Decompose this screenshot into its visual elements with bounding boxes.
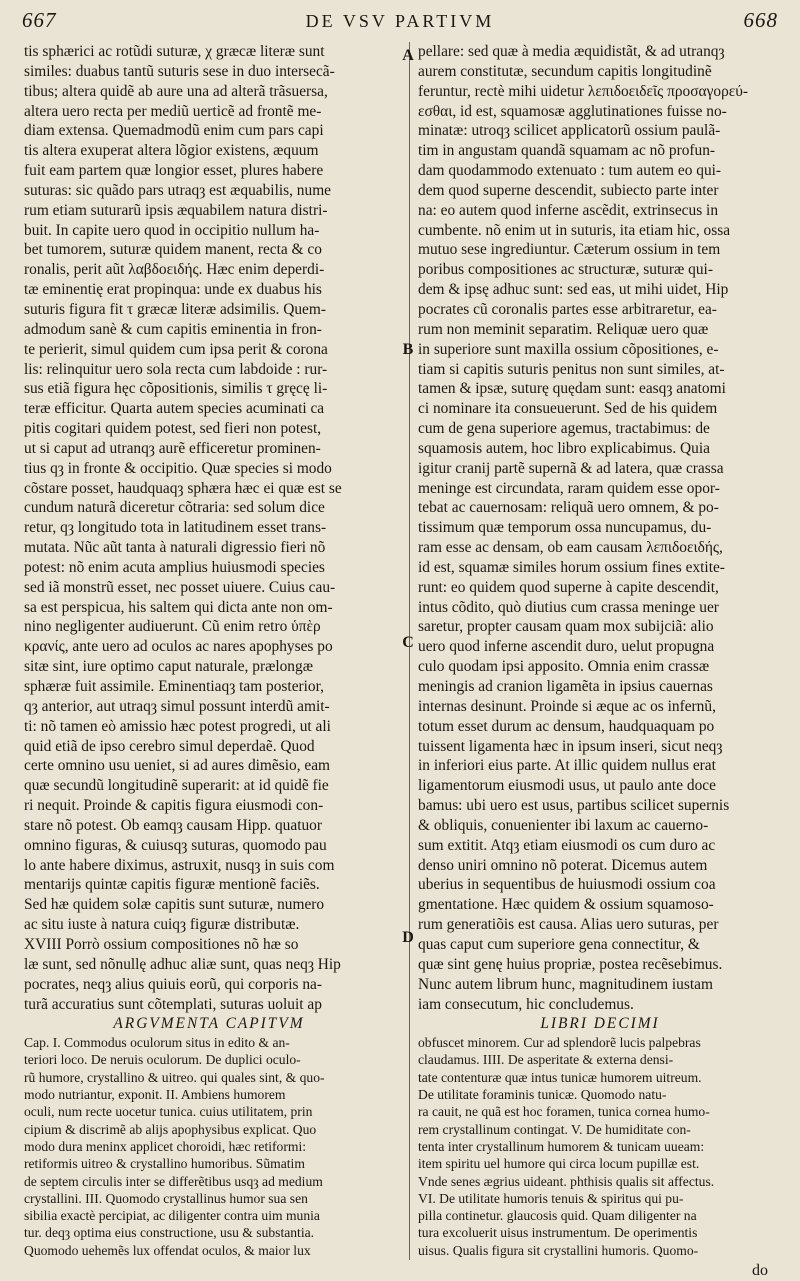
text-line: modo nutriantur, exponit. II. Ambiens humorem (24, 1087, 286, 1103)
text-line: meningis ad cranion ligamẽta in ipsius cauernas (418, 678, 713, 695)
text-line: rum non meminit separatim. Reliquæ uero quæ (418, 320, 709, 338)
text-line: mentarijs quintæ capitis figuræ mentionẽ faciẽs. (24, 876, 320, 894)
text-line: crystallini. III. Quomodo crystallinus humor sua sen (24, 1190, 308, 1206)
libri-heading: LIBRI DECIMI (540, 1015, 660, 1033)
text-line: te perierit, simul quidem cum ipsa perit & corona (24, 340, 328, 358)
text-line: tiam si capitis suturis penitus non sunt similes, at- (418, 360, 725, 378)
text-line: pocrates cũ coronalis partes esse arbitraretur, ea- (418, 300, 717, 318)
text-line: mutata. Nũc aũt tanta à naturali digressio fieri nõ (24, 539, 326, 557)
text-line: rum generatiõis est causa. Alias uero suturas, per (418, 916, 719, 934)
libri-text (418, 1034, 782, 1259)
text-line: suturis figura fit τ græcæ literæ adsimilis. Quem- (24, 300, 326, 318)
text-line: de septem circulis inter se differẽtibus usqȝ ad medium (24, 1173, 323, 1189)
text-line: Quomodo uehemẽs lux offendat oculos, & maior lux (24, 1242, 311, 1258)
text-line: nino negligenter audiuerunt. Cũ enim retro ὑπὲρ (24, 618, 321, 636)
running-header (22, 8, 778, 36)
text-line: ligamentorum eiusmodi usus, ut paulo ante doce (418, 777, 716, 795)
text-line: ci nominare ita consueuerunt. Sed de his quidem (418, 400, 718, 418)
text-line: runt: eo quidem quod superne à capite descendit, (418, 578, 719, 596)
text-line: tur. deqȝ optima eius constructione, usu & substantia. (24, 1225, 315, 1241)
text-line: quid etiã de ipso cerebro simul deperdaẽ. Quod (24, 737, 315, 755)
right-body-text (418, 42, 782, 1014)
text-line: similes: duabus tantũ suturis sese in duo intersecã- (24, 62, 335, 80)
text-line: teriori loco. De neruis oculorum. De duplici oculo- (24, 1052, 301, 1068)
text-line: diam extensa. Quemadmodũ enim cum pars capi (24, 122, 324, 140)
text-line: lo ante habere diximus, astruxit, nusqȝ in suis com (24, 856, 335, 874)
text-line: quæ sint genę huius propriæ, postea recẽsebimus. (418, 955, 723, 973)
text-line: obfuscet minorem. Cur ad splendorẽ lucis palpebras (418, 1035, 701, 1051)
text-line: dam quodammodo extenuato : tum autem eo qui- (418, 162, 722, 180)
page-number-right: 668 (743, 8, 778, 32)
text-line: minatæ: utroqȝ scilicet applicatorũ ossium paulã- (418, 122, 721, 140)
text-line: ronalis, perit aũt λαβδοειδής. Hæc enim deperdi- (24, 261, 325, 279)
text-line: tissimum quæ temporum ossa nuncupamus, du- (418, 519, 712, 537)
text-line: κρανίς, ante uero ad oculos ac nares apophyses po (24, 638, 333, 656)
text-line: retiformis uitreo & crystallino humoribus. Sũmatim (24, 1156, 305, 1172)
text-line: cipium & discrimẽ ab alijs apophysibus explicat. Quo (24, 1121, 317, 1137)
text-line: oculi, num recte uocetur tunica. cuius utilitatem, prin (24, 1104, 313, 1120)
text-line: intus cõdito, quò diutius cum crassa meninge uer (418, 598, 719, 616)
text-line: ram esse ac densam, ob eam causam λεπιδοειδής, (418, 539, 723, 557)
text-line: tis sphærici ac rotũdi suturæ, χ græcæ literæ sunt (24, 43, 325, 60)
text-line: id est, squamæ similes horum ossium fines extite- (418, 558, 725, 576)
text-line: rum etiam suturarũ ipsis æquabilem natura distri- (24, 201, 328, 219)
text-line: sum extitit. Atqȝ etiam eiusmodi os cum duro ac (418, 836, 716, 854)
text-line: qȝ anterior, aut utraqȝ simul possunt interdũ amit- (24, 697, 330, 715)
text-line: tius qȝ in fronte & occipitio. Quæ species si modo (24, 459, 332, 477)
text-line: altera uero recta per mediũ uerticẽ ad frontẽ me- (24, 102, 322, 120)
text-line: uisus. Qualis figura sit crystallini humoris. Quomo- (418, 1242, 699, 1258)
text-line: pitis cogitari quidem potest, sed fieri non potest, (24, 420, 322, 438)
text-line: ri nequit. Proinde & capitis figura eiusmodi con- (24, 797, 324, 815)
text-line: VI. De utilitate humoris tenuis & spiritus qui pu- (418, 1190, 684, 1206)
text-line: meninge est circundata, raram quidem esse opor- (418, 479, 720, 497)
text-line: aurem constitutæ, secundum capitis longitudinẽ (418, 62, 712, 80)
text-line: Vnde senes ægrius uideant. phthisis qualis sit affectus. (418, 1173, 715, 1189)
text-line: & obliquis, conuenienter ibi laxum ac cauerno- (418, 816, 709, 834)
text-line: Sed hæ quidem solæ capitis sunt suturæ, numero (24, 896, 325, 914)
text-line: tim in angustam quandã squamam ac nõ profun- (418, 142, 716, 160)
text-line: pilla continetur. glaucosis quid. Quam diligenter na (418, 1208, 697, 1224)
text-line: igitur cranij partẽ supernã & ad latera, quæ crassa (418, 459, 724, 477)
text-line: quas caput cum superiore gena connectitur, & (418, 935, 700, 953)
catchword: do (752, 1262, 768, 1279)
text-line: De utilitate foraminis tunicæ. Quomodo natu- (418, 1087, 667, 1103)
text-line: in inferiori eius parte. At illic quidem nullus erat (418, 757, 716, 775)
margin-letter-b: B (402, 341, 414, 358)
text-line: iam consecutum, hic concludemus. (418, 995, 634, 1013)
text-line: sed iã monstrũ esset, nec posset uiuere. Cuius cau- (24, 578, 336, 596)
text-line: cundum naturã diceretur cõtraria: sed solum dice (24, 499, 325, 517)
text-line: Cap. I. Commodus oculorum situs in edito & an- (24, 1035, 290, 1051)
text-line: claudamus. IIII. De asperitate & externa densi- (418, 1052, 674, 1068)
text-line: totum esset durum ac densum, haudquaquam po (418, 717, 715, 735)
text-line: dem quod superne descendit, subiecto parte inter (418, 181, 719, 199)
text-line: buit. In capite uero quod in occipitio nullum ha- (24, 221, 320, 239)
text-line: tura excoluerit uisus instrumentum. De operimentis (418, 1225, 698, 1241)
text-line: stare nõ potest. Ob eamqȝ causam Hipp. quatuor (24, 816, 322, 834)
text-line: pocrates, neqȝ alius quiuis eorũ, qui corporis na- (24, 975, 322, 993)
text-line: culo quodam ipsi apposito. Omnia enim crassæ (418, 658, 710, 676)
text-line: modo dura meninx applicet choroidi, hæc retiformi: (24, 1138, 306, 1154)
text-line: retur, qȝ longitudo tota in latitudinem esset trans- (24, 519, 327, 537)
text-line: certe omnino usu ueniet, si ad aures dimẽsio, eam (24, 757, 331, 775)
text-line: uero quod inferne ascendit duro, uelut propugna (418, 638, 715, 656)
text-line: tuissent ligamenta hæc in ipsum inseri, sicut neqȝ (418, 737, 723, 755)
text-line: internas desinunt. Proinde si æque ac os infernũ, (418, 697, 716, 715)
text-line: dem & ipsę adhuc sunt: sed eas, ut mihi uidet, Hip (418, 281, 729, 299)
text-line: ac situ iuste à natura cuiqȝ figuræ distributæ. (24, 916, 300, 934)
left-column (24, 42, 394, 1259)
margin-letter-c: C (402, 634, 414, 651)
text-line: admodum sanè & cum capitis eminentia in fron- (24, 320, 322, 338)
text-line: sitæ sint, iure optimo caput naturale, prælongæ (24, 658, 313, 676)
right-column (418, 42, 782, 1259)
text-line: sphæræ fuit assimile. Eminentiaqȝ tam posterior, (24, 678, 324, 695)
text-line: εσθαι, id est, squamosæ agglutinationes fuisse no- (418, 102, 727, 120)
argumenta-heading: ARGVMENTA CAPITVM (113, 1015, 305, 1033)
text-line: ut si caput ad utranqȝ aurẽ efficeretur prominen- (24, 439, 321, 457)
text-line: tibus; altera quidẽ ab aure una ad alterã trãsuersa, (24, 82, 328, 100)
text-line: na: eo autem quod inferne ascẽdit, extrinsecus in (418, 201, 719, 219)
text-line: denso uniri omnino nõ poterat. Dicemus autem (418, 856, 708, 874)
text-line: tamen & ipsæ, suturę quędam sunt: easqȝ anatomi (418, 380, 726, 398)
text-line: potest: nõ enim acuta amplius huiusmodi species (24, 558, 325, 576)
running-title: DE VSV PARTIVM (305, 11, 495, 31)
text-line: cõstare posset, haudquaqȝ sphæra hæc ei quæ est se (24, 479, 342, 497)
text-line: tis altera exuperat altera lõgior existens, æquum (24, 142, 319, 160)
left-body-text (24, 42, 394, 1014)
text-line: sus etiã figura hęc cõpositionis, similis τ gręcę li- (24, 380, 328, 398)
text-line: gmentatione. Hæc quidem & ossium squamoso- (418, 896, 714, 914)
text-line: feruntur, rectè mihi uidetur λεπιδοειδεῖς προσαγορεύ- (418, 82, 748, 100)
text-line: cum de gena superiore agemus, tractabimus: de (418, 420, 710, 438)
text-line: ra cauit, ne quã est hoc foramen, tunica cornea humo- (418, 1104, 710, 1120)
text-line: tenta inter crystallinum humorem & tunicam uueam: (418, 1138, 705, 1154)
text-line: rũ humore, crystallino & uitreo. qui quales sint, & quo- (24, 1069, 325, 1085)
text-line: quæ secundũ longitudinẽ superarit: at id quidẽ fie (24, 777, 329, 795)
text-line: Nunc autem librum hunc, magnitudinem iustam (418, 975, 713, 993)
text-line: cumbente. nõ enim ut in suturis, ita etiam hic, ossa (418, 221, 731, 239)
text-line: bet tumorem, suturæ quidem manent, recta & co (24, 241, 322, 259)
text-line: læ sunt, sed nõnullę adhuc aliæ sunt, quas neqȝ Hip (24, 955, 341, 973)
argumenta-text (24, 1034, 394, 1259)
text-line: poribus compositiones ac structuræ, suturæ qui- (418, 261, 713, 279)
text-line: ti: nõ tamen eò amissio hæc potest progredi, ut ali (24, 717, 331, 735)
text-line: tebat ac cauernosam: reliquã uero omnem, & po- (418, 499, 719, 517)
text-line: sa est perspicua, his saltem qui dicta ante non om- (24, 598, 333, 616)
text-line: item spiritu uel humore qui circa locum pupillæ est. (418, 1156, 700, 1172)
text-line: suturas: sic quãdo pars utraqȝ est æquabilis, nume (24, 181, 332, 199)
text-line: sibilia exactè percipiat, ac diligenter contra uim munia (24, 1208, 320, 1224)
text-line: squamosis autem, hoc libro explicabimus. Quia (418, 439, 710, 457)
text-line: fuit eam partem quæ longior esset, plures habere (24, 162, 324, 180)
text-line: omnino figuras, & cuiusqȝ suturas, quomodo pau (24, 836, 327, 854)
text-line: XVIII Porrò ossium compositiones nõ hæ so (24, 935, 299, 953)
text-line: teræ efficitur. Quarta autem species acuminati ca (24, 400, 325, 418)
text-line: mutuo sese ingrediuntur. Cæterum ossium in tem (418, 241, 721, 259)
text-line: lis: relinquitur uero sola recta cum labdoide : rur- (24, 360, 328, 378)
text-line: tæ eminentię erat propinqua: unde ex duabus his (24, 281, 322, 299)
text-line: tate contenturæ quæ intus tunicæ humorem uitreum. (418, 1069, 702, 1085)
text-line: in superiore sunt maxilla ossium cõpositiones, e- (418, 340, 719, 358)
text-line: uberius in sequentibus de huiusmodi ossium coa (418, 876, 716, 894)
page-number-left: 667 (22, 8, 57, 32)
text-line: turã accuratius sunt cõtemplati, suturas uoluit ap (24, 995, 322, 1013)
text-line: saretur, propter causam quam mox subijciã: alio (418, 618, 714, 636)
text-line: bamus: ubi uero est usus, partibus scilicet supernis (418, 797, 730, 815)
text-line: rem crystallinum contingat. V. De humiditate con- (418, 1121, 691, 1137)
margin-letter-a: A (402, 47, 414, 64)
margin-letter-d: D (402, 929, 414, 946)
text-line: pellare: sed quæ à media æquidistãt, & ad utranqȝ (418, 43, 725, 60)
